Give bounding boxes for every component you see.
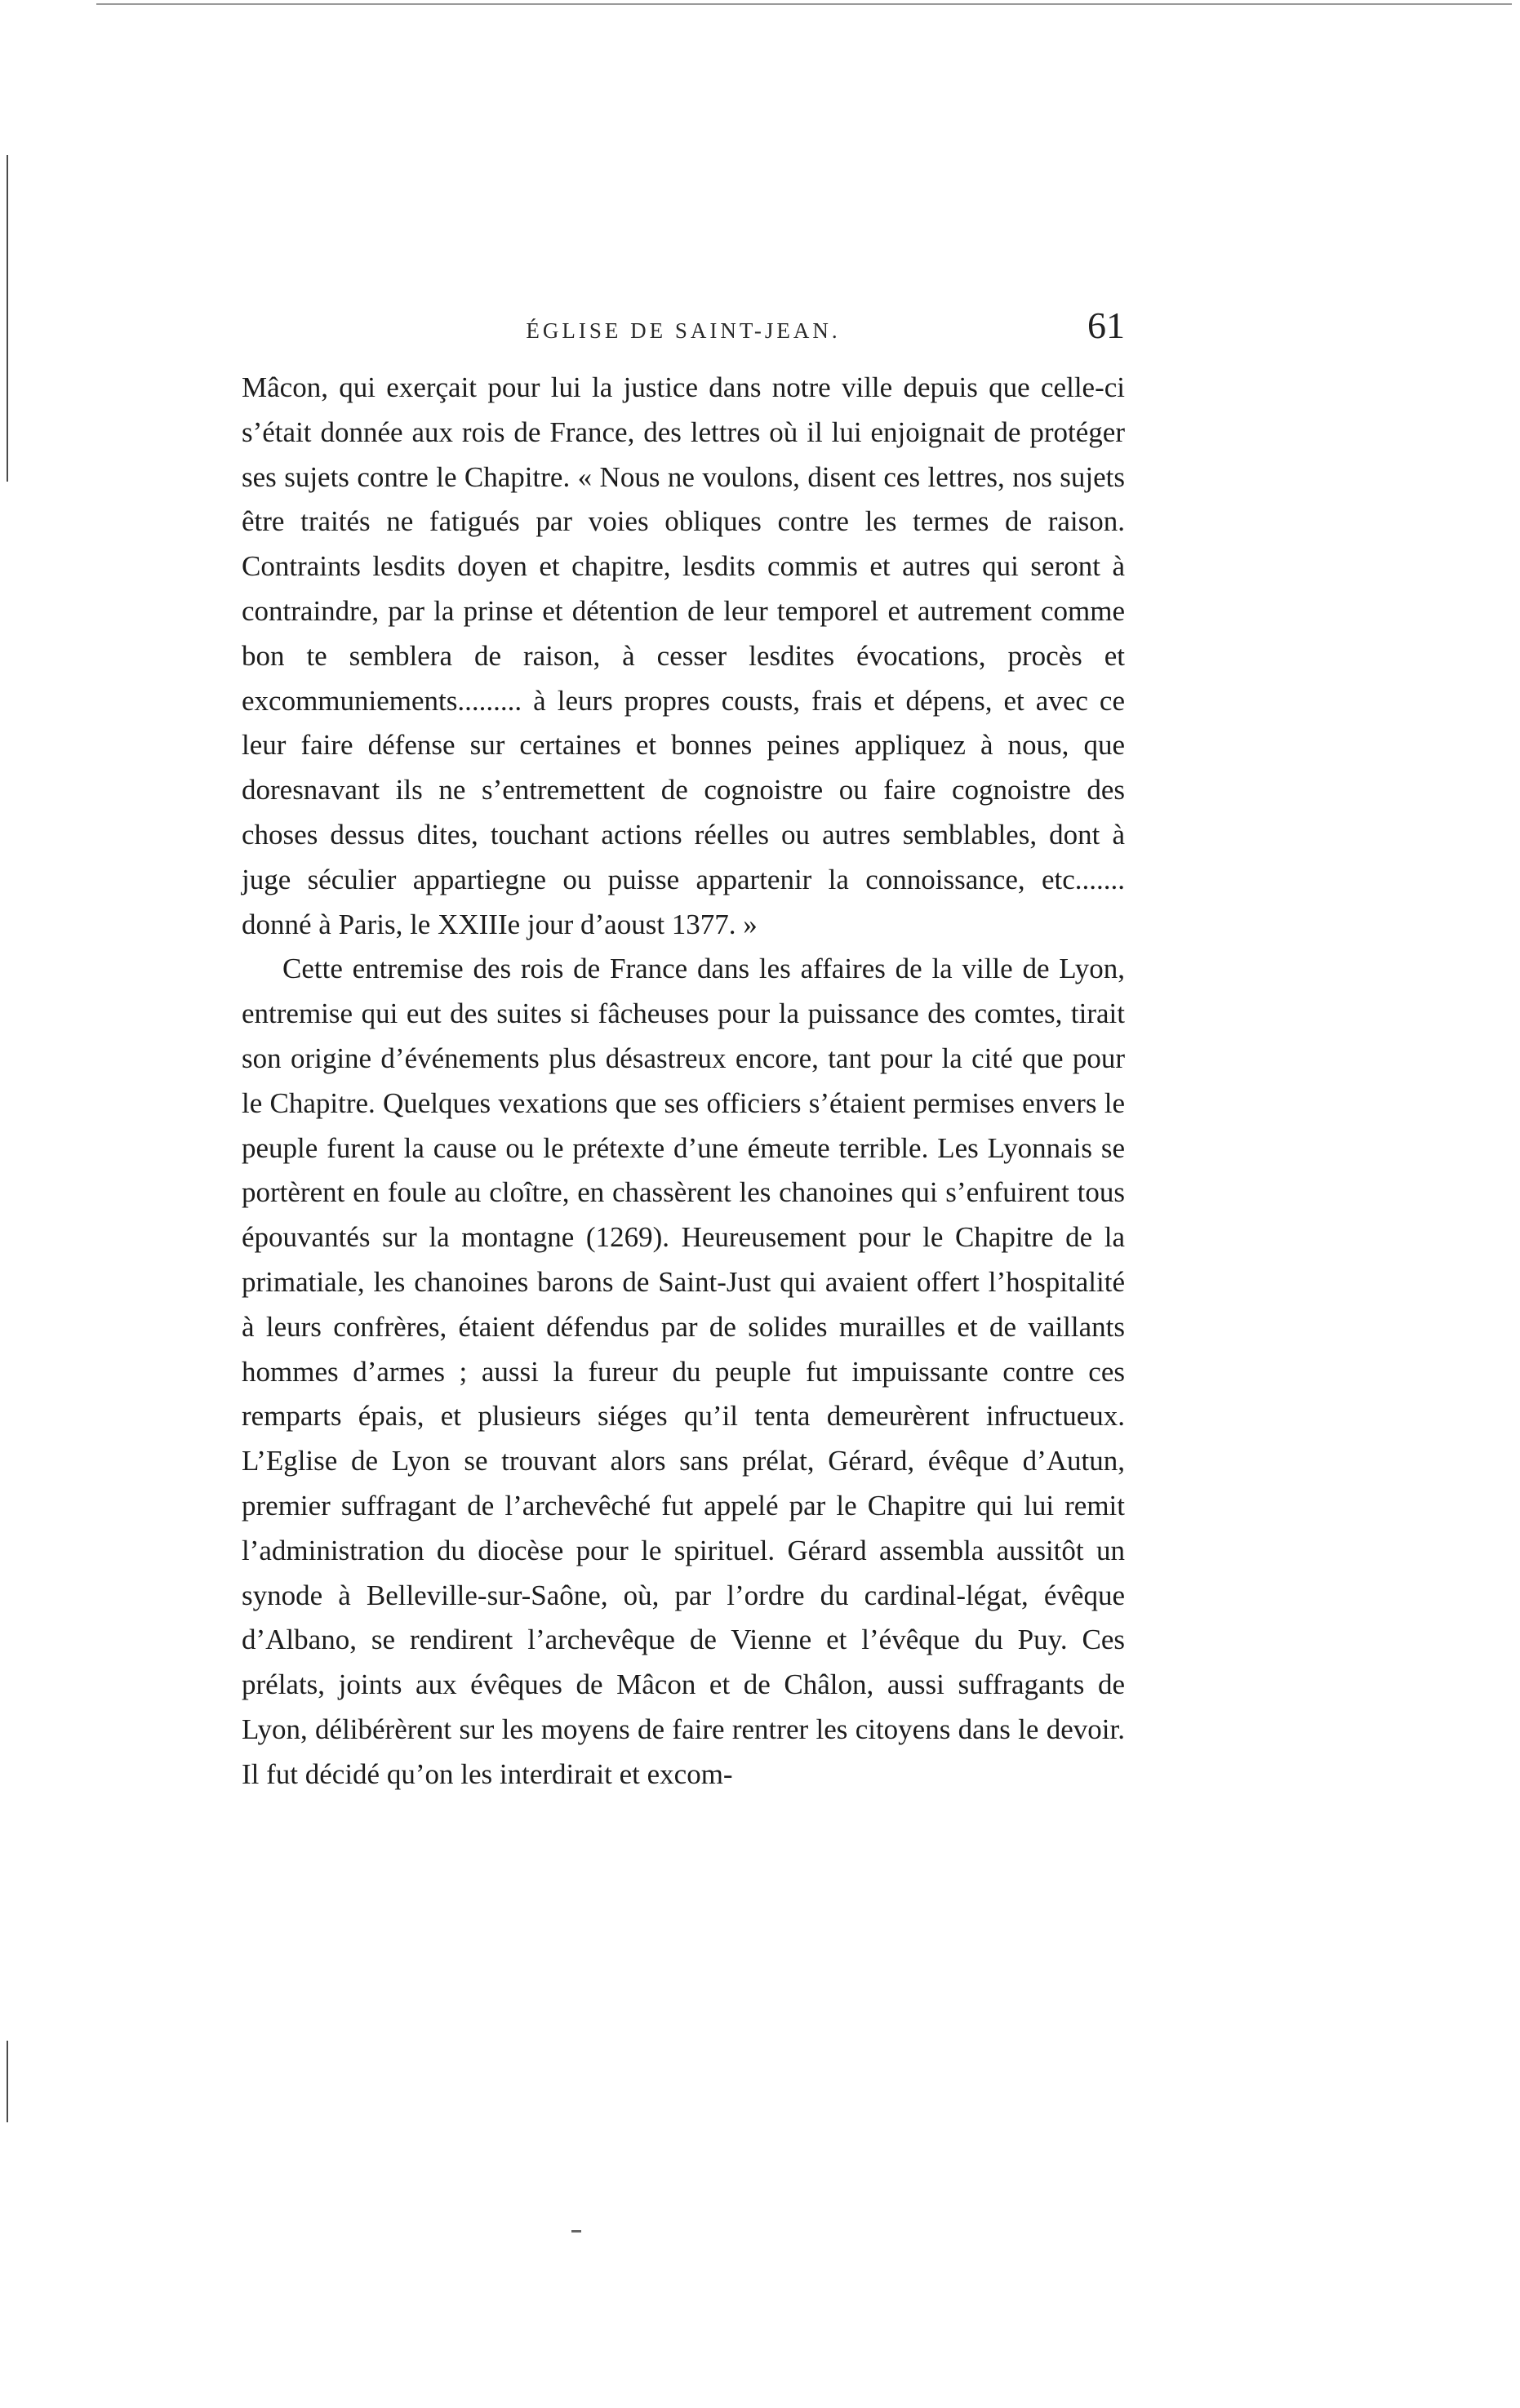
body-text <box>242 366 1125 1797</box>
paragraph: Mâcon, qui exerçait pour lui la justice dans notre ville depuis que celle-ci s’était donnée aux rois de France, des lettres où il lui enjoignait de protéger ses sujets contre le Chapitre. « Nous ne voulons, disent ces lettres, nos sujets être traités ne fatigués par voies obliques contre les termes de raison. Contraints lesdits doyen et chapitre, lesdits commis et autres qui seront à contraindre, par la prinse et détention de leur temporel et autrement comme bon te semblera de raison, à cesser lesdites évocations, procès et excommuniements......... à leurs propres cousts, frais et dépens, et avec ce leur faire défense sur certaines et bonnes peines appliquez à nous, que doresnavant ils ne s’entremettent de cognoistre ou faire cognoistre des choses dessus dites, touchant actions réelles ou autres semblables, dont à juge séculier appartiegne ou puisse appartenir la connoissance, etc....... donné à Paris, le XXIIIe jour d’aoust 1377. » <box>242 371 1125 940</box>
margin-mark <box>7 2041 8 2122</box>
running-head <box>242 304 1125 353</box>
bottom-mark <box>571 2230 581 2233</box>
paragraph: Cette entremise des rois de France dans les affaires de la ville de Lyon, entremise qui eut des suites si fâcheuses pour la puissance des comtes, tirait son origine d’événements plus désastreux encore, tant pour la cité que pour le Chapitre. Quelques vexations que ses officiers s’étaient permises envers le peuple furent la cause ou le prétexte d’une émeute terrible. Les Lyonnais se portèrent en foule au cloître, en chassèrent les chanoines qui s’enfuirent tous épouvantés sur la montagne (1269). Heureusement pour le Chapitre de la primatiale, les chanoines barons de Saint-Just qui avaient offert l’hospitalité à leurs confrères, étaient défendus par de solides murailles et de vaillants hommes d’armes ; aussi la fureur du peuple fut impuissante contre ces remparts épais, et plusieurs siéges qu’il tenta demeurèrent infructueux. L’Eglise de Lyon se trouvant alors sans prélat, Gérard, évêque d’Autun, premier suffragant de l’archevêché fut appelé par le Chapitre qui lui remit l’administration du diocèse pour le spirituel. Gérard assembla aussitôt un synode à Belleville-sur-Saône, où, par l’ordre du cardinal-légat, évêque d’Albano, se rendirent l’archevêque de Vienne et l’évêque du Puy. Ces prélats, joints aux évêques de Mâcon et de Châlon, aussi suffragants de Lyon, délibérèrent sur les moyens de faire rentrer les citoyens dans le devoir. Il fut décidé qu’on les interdirait et excom- <box>242 953 1125 1790</box>
running-head-title: ÉGLISE DE SAINT-JEAN. <box>526 318 841 343</box>
top-rule <box>96 3 1512 5</box>
page-number: 61 <box>1087 304 1125 346</box>
margin-mark <box>7 155 8 482</box>
